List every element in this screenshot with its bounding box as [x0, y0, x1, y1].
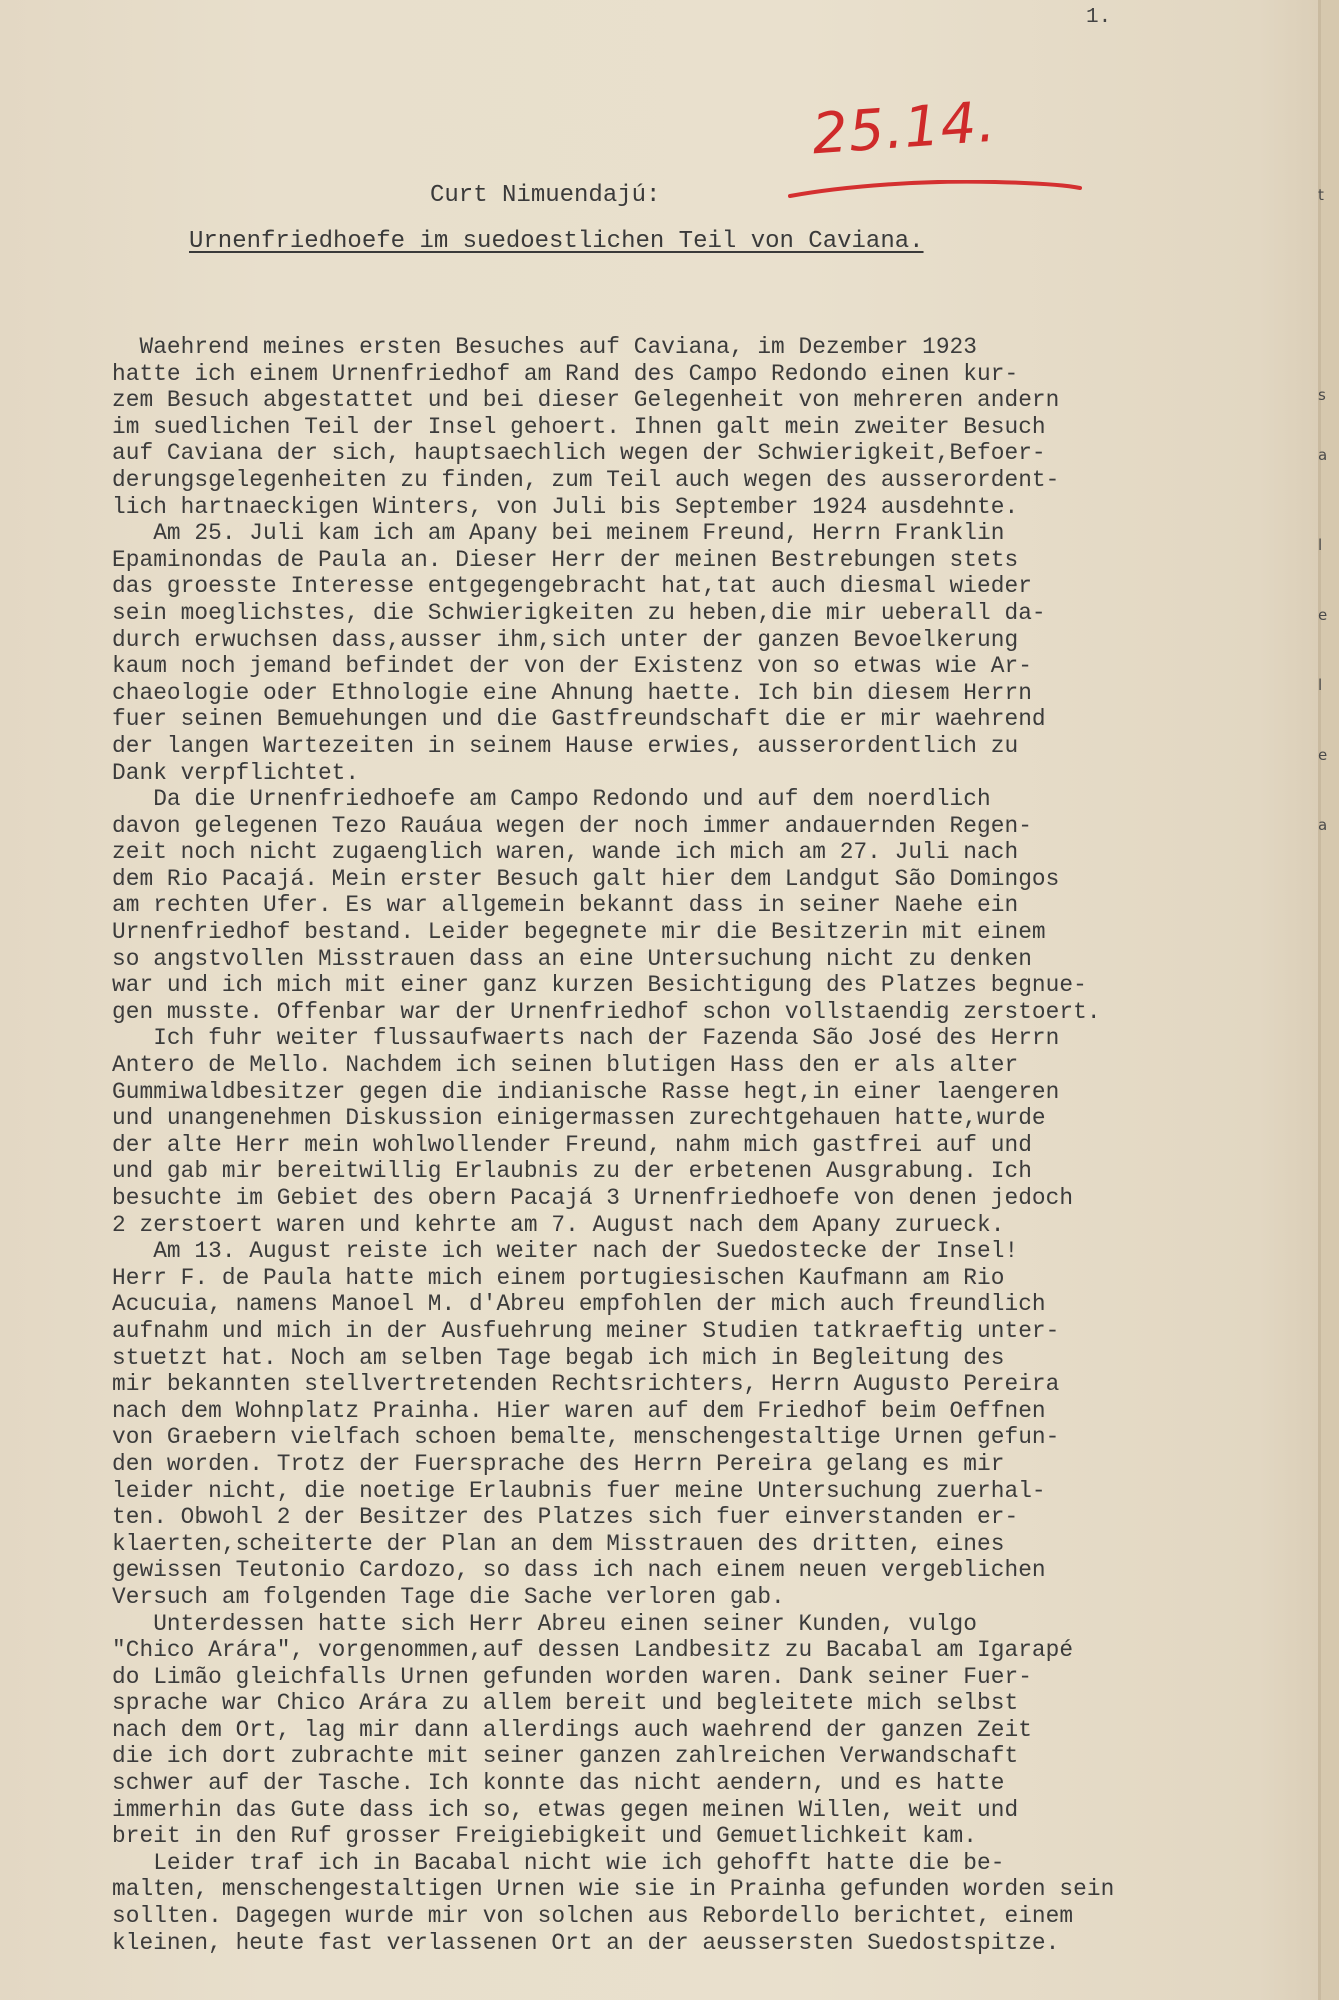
text-line: mir bekannten stellvertretenden Rechtsrichters, Herrn Augusto Pereira	[112, 1371, 1060, 1398]
text-line: breit in den Ruf grosser Freigiebigkeit und Gemuetlichkeit kam.	[112, 1823, 978, 1850]
text-line: kaum noch jemand befindet der von der Existenz von so etwas wie Ar-	[112, 653, 1032, 680]
text-line: nach dem Wohnplatz Prainha. Hier waren auf dem Friedhof beim Oeffnen	[112, 1397, 1046, 1424]
text-line: lich hartnaeckigen Winters, von Juli bis September 1924 ausdehnte.	[112, 493, 1019, 520]
text-line: die ich dort zubrachte mit seiner ganzen zahlreichen Verwandschaft	[112, 1743, 1019, 1770]
margin-glyph: l	[1318, 536, 1323, 554]
margin-glyph: l	[1318, 676, 1323, 694]
margin-glyph: e	[1318, 746, 1328, 764]
text-line: Gummiwaldbesitzer gegen die indianische Rasse hegt,in einer laengeren	[112, 1078, 1060, 1105]
text-line: Leider traf ich in Bacabal nicht wie ich gehofft hatte die be-	[112, 1849, 1005, 1876]
text-line: chaeologie oder Ethnologie eine Ahnung haette. Ich bin diesem Herrn	[112, 679, 1032, 706]
text-line: durch erwuchsen dass,ausser ihm,sich unter der ganzen Bevoelkerung	[112, 626, 1019, 653]
text-line: und gab mir bereitwillig Erlaubnis zu der erbetenen Ausgrabung. Ich	[112, 1158, 1032, 1185]
text-line: Epaminondas de Paula an. Dieser Herr der meinen Bestrebungen stets	[112, 546, 1019, 573]
text-line: so angstvollen Misstrauen dass an eine Untersuchung nicht zu denken	[112, 945, 1032, 972]
text-line: besuchte im Gebiet des obern Pacajá 3 Urnenfriedhoefe von denen jedoch	[112, 1185, 1074, 1211]
paper-fold	[1318, 0, 1321, 2000]
text-line: fuer seinen Bemuehungen und die Gastfreundschaft die er mir waehrend	[112, 706, 1046, 733]
paper-edge	[1321, 0, 1339, 2000]
margin-glyph: a	[1318, 446, 1328, 464]
text-line: Da die Urnenfriedhoefe am Campo Redondo und auf dem noerdlich	[112, 786, 991, 813]
text-line: der langen Wartezeiten in seinem Hause erwies, ausserordentlich zu	[112, 732, 1019, 759]
text-line: Antero de Mello. Nachdem ich seinen blutigen Hass den er als alter	[112, 1052, 1019, 1079]
text-line: davon gelegenen Tezo Rauáua wegen der noch immer andauernden Regen-	[112, 812, 1032, 839]
page-number: 1.	[1086, 6, 1112, 29]
text-line: immerhin das Gute dass ich so, etwas gegen meinen Willen, weit und	[112, 1796, 1019, 1823]
text-line: dem Rio Pacajá. Mein erster Besuch galt hier dem Landgut São Domingos	[112, 865, 1060, 892]
margin-glyph: a	[1318, 816, 1328, 834]
text-line: Ich fuhr weiter flussaufwaerts nach der Fazenda São José des Herrn	[112, 1025, 1060, 1052]
text-line: hatte ich einem Urnenfriedhof am Rand des Campo Redondo einen kur-	[112, 360, 1019, 387]
text-line: gen musste. Offenbar war der Urnenfriedhof schon vollstaendig zerstoert.	[112, 998, 1101, 1025]
text-line: derungsgelegenheiten zu finden, zum Teil auch wegen des ausserordent-	[112, 466, 1060, 493]
text-line: sprache war Chico Arára zu allem bereit und begleitete mich selbst	[112, 1690, 1019, 1717]
author-line: Curt Nimuendajú:	[430, 182, 661, 209]
text-line: von Graebern vielfach schoen bemalte, menschengestaltige Urnen gefun-	[112, 1424, 1060, 1451]
text-line: der alte Herr mein wohlwollender Freund, nahm mich gastfrei auf und	[112, 1131, 1032, 1158]
text-line: den worden. Trotz der Fuersprache des Herrn Pereira gelang es mir	[112, 1450, 1005, 1477]
text-line: Versuch am folgenden Tage die Sache verloren gab.	[112, 1583, 785, 1610]
text-line: Am 13. August reiste ich weiter nach der Suedostecke der Insel!	[112, 1238, 1019, 1265]
text-line: ten. Obwohl 2 der Besitzer des Platzes sich fuer einverstanden er-	[112, 1504, 1019, 1531]
document-title: Urnenfriedhoefe im suedoestlichen Teil von Caviana.	[189, 228, 924, 255]
text-line: auf Caviana der sich, hauptsaechlich wegen der Schwierigkeit,Befoer-	[112, 440, 1046, 467]
text-line: nach dem Ort, lag mir dann allerdings auch waehrend der ganzen Zeit	[112, 1716, 1032, 1743]
red-pencil-stroke	[785, 180, 1085, 220]
text-line: im suedlichen Teil der Insel gehoert. Ihnen galt mein zweiter Besuch	[112, 413, 1046, 440]
text-line: schwer auf der Tasche. Ich konnte das nicht aendern, und es hatte	[112, 1770, 1005, 1797]
text-line: zeit noch nicht zugaenglich waren, wande ich mich am 27. Juli nach	[112, 839, 1019, 866]
text-line: und unangenehmen Diskussion einigermassen zurechtgehauen hatte,wurde	[112, 1105, 1046, 1132]
text-line: leider nicht, die noetige Erlaubnis fuer meine Untersuchung zuerhal-	[112, 1477, 1046, 1504]
text-line: Waehrend meines ersten Besuches auf Caviana, im Dezember 1923	[112, 334, 978, 360]
text-line: war und ich mich mit einer ganz kurzen Besichtigung des Platzes begnue-	[112, 972, 1087, 999]
margin-glyph: t	[1318, 186, 1324, 204]
text-line: sein moeglichstes, die Schwierigkeiten zu heben,die mir ueberall da-	[112, 599, 1046, 626]
text-line: "Chico Arára", vorgenommen,auf dessen Landbesitz zu Bacabal am Igarapé	[112, 1637, 1074, 1664]
text-line: das groesste Interesse entgegengebracht hat,tat auch diesmal wieder	[112, 573, 1032, 600]
text-line: Acucuia, namens Manoel M. d'Abreu empfohlen der mich auch freundlich	[112, 1291, 1046, 1318]
text-line: zem Besuch abgestattet und bei dieser Gelegenheit von mehreren andern	[112, 387, 1060, 414]
text-line: aufnahm und mich in der Ausfuehrung meiner Studien tatkraeftig unter-	[112, 1317, 1060, 1344]
text-line: gewissen Teutonio Cardozo, so dass ich nach einem neuen vergeblichen	[112, 1557, 1046, 1584]
text-line: klaerten,scheiterte der Plan an dem Misstrauen des dritten, eines	[112, 1530, 1005, 1557]
body-text	[112, 334, 1262, 1956]
text-line: malten, menschengestaltigen Urnen wie sie in Prainha gefunden worden sein	[112, 1876, 1115, 1903]
text-line: sollten. Dagegen wurde mir von solchen aus Rebordello berichtet, einem	[112, 1903, 1074, 1930]
text-line: do Limão gleichfalls Urnen gefunden worden waren. Dank seiner Fuer-	[112, 1663, 1032, 1690]
text-line: 2 zerstoert waren und kehrte am 7. August nach dem Apany zurueck.	[112, 1211, 1005, 1238]
archive-number-handwritten: 25.14.	[809, 89, 999, 168]
margin-glyph: s	[1318, 386, 1326, 404]
text-line: stuetzt hat. Noch am selben Tage begab ich mich in Begleitung des	[112, 1344, 1005, 1371]
text-line: Herr F. de Paula hatte mich einem portugiesischen Kaufmann am Rio	[112, 1264, 1005, 1291]
text-line: Dank verpflichtet.	[112, 759, 360, 786]
margin-glyph: e	[1318, 606, 1328, 624]
text-line: Unterdessen hatte sich Herr Abreu einen seiner Kunden, vulgo	[112, 1610, 978, 1637]
text-line: Urnenfriedhof bestand. Leider begegnete mir die Besitzerin mit einem	[112, 919, 1046, 946]
text-line: kleinen, heute fast verlassenen Ort an der aeussersten Suedostspitze.	[112, 1929, 1060, 1956]
text-line: Am 25. Juli kam ich am Apany bei meinem Freund, Herrn Franklin	[112, 520, 1005, 547]
text-line: am rechten Ufer. Es war allgemein bekannt dass in seiner Naehe ein	[112, 892, 1019, 919]
